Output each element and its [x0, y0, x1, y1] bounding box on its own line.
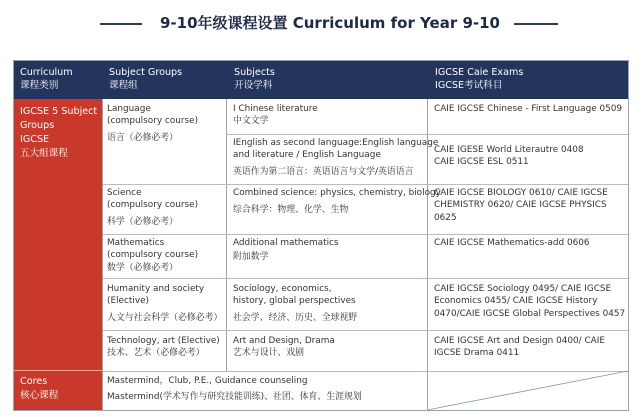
subjects-science-line: Combined science: physics, chemistry, biology [233, 188, 441, 198]
subjects-science [233, 187, 441, 217]
header-curriculum-en: Curriculum [20, 67, 73, 78]
group-humanity-line: (Elective) [107, 296, 149, 307]
exam-science-line: CAIE IGCSE BIOLOGY 0610/ CAIE IGCSE [434, 188, 608, 198]
group-science-line: (compulsory course) [107, 200, 199, 211]
page-title-row [0, 10, 643, 36]
grid-line [103, 184, 628, 185]
group-language-line: Language [107, 104, 151, 114]
table-header [14, 61, 628, 99]
subjects-english-line: and literature / English Language [233, 150, 381, 161]
exam-technology-art [434, 335, 605, 360]
category-cores-line: 核心课程 [20, 390, 59, 401]
category-igcse-line: IGCSE [20, 134, 50, 145]
exam-english-line: CAIE IGCSE ESL 0511 [434, 157, 529, 168]
subjects-technology-art-line: Art and Design, Drama [233, 336, 335, 346]
group-mathematics-line: (compulsory course) [107, 250, 199, 261]
exam-mathematics [434, 237, 590, 249]
subjects-humanity-line: 社会学、经济、历史、全球视野 [233, 312, 358, 323]
header-subject-groups [109, 66, 182, 92]
subjects-chinese-line: I Chinese literature [233, 104, 318, 114]
page-title: 9-10年级课程设置 Curriculum for Year 9-10 [159, 14, 500, 32]
group-technology-art [107, 335, 220, 360]
group-humanity [107, 283, 222, 324]
subjects-humanity-line: Sociology, economics, [233, 284, 332, 294]
exam-science-line: 0625 [434, 212, 457, 223]
subjects-english-line: IEnglish as second language:English language [233, 138, 439, 148]
header-subjects-zh: 开设学科 [234, 80, 273, 91]
exam-humanity [434, 283, 625, 320]
category-igcse-line: 五大组课程 [20, 148, 68, 159]
title-divider-right [514, 23, 558, 25]
group-science-line: 科学（必修必考） [107, 216, 178, 227]
exam-chinese-line: CAIE IGCSE Chinese - First Language 0509 [434, 104, 623, 114]
category-igcse [20, 105, 97, 161]
group-humanity-line: 人文与社会科学（必修必考） [107, 312, 223, 323]
subjects-mathematics-line: 附加数学 [233, 252, 269, 263]
grid-line [226, 134, 628, 135]
exam-science-line: CHEMISTRY 0620/ CAIE IGCSE PHYSICS [434, 200, 607, 211]
group-mathematics-line: 数学（必修必考） [107, 262, 178, 273]
category-igcse-line: Groups [20, 120, 55, 131]
header-subjects-en: Subjects [234, 67, 275, 78]
exam-english [434, 144, 584, 169]
exam-mathematics-line: CAIE IGCSE Mathematics-add 0606 [434, 238, 590, 248]
category-column [14, 99, 103, 410]
group-science-line: Science [107, 188, 142, 198]
category-separator [14, 370, 103, 371]
exam-technology-art-line: CAIE IGCSE Art and Design 0400/ CAIE [434, 336, 605, 346]
exam-chinese [434, 103, 622, 115]
group-mathematics [107, 237, 198, 274]
group-language-line: (compulsory course) [107, 116, 199, 127]
subjects-technology-art-line: 艺术与设计、戏剧 [233, 348, 304, 359]
subjects-mathematics [233, 237, 339, 264]
grid-line [103, 278, 628, 279]
exam-humanity-line: 0470/CAIE IGCSE Global Perspectives 0457 [434, 308, 626, 319]
grid-line [103, 234, 628, 235]
cores-content-line: Mastermind，Club, P.E., Guidance counseling [107, 376, 308, 386]
group-humanity-line: Humanity and society [107, 284, 205, 294]
header-exams-en: IGCSE Caie Exams [435, 67, 524, 78]
cores-content [107, 375, 362, 404]
exam-science [434, 187, 608, 224]
exam-humanity-line: Economics 0455/ CAIE IGCSE History [434, 296, 598, 307]
group-technology-art-line: Technology, art (Elective) [107, 336, 220, 346]
group-mathematics-line: Mathematics [107, 238, 165, 248]
exam-technology-art-line: IGCSE Drama 0411 [434, 348, 520, 359]
empty-cell-diagonal [427, 371, 628, 410]
header-curriculum [20, 66, 73, 92]
header-subject-groups-en: Subject Groups [109, 67, 183, 78]
subjects-science-line: 综合科学：物理、化学、生物 [233, 205, 349, 216]
subjects-english-line: 英语作为第二语言：英语语言与文学/英语语言 [233, 166, 414, 177]
category-igcse-line: IGCSE 5 Subject [20, 106, 98, 117]
category-cores [20, 375, 58, 403]
group-language-line: 语言（必修必考） [107, 132, 178, 143]
subjects-mathematics-line: Additional mathematics [233, 238, 339, 248]
header-curriculum-zh: 课程类别 [20, 80, 59, 91]
cores-content-line: Mastermind(学术写作与研究技能训练)、社团、体育、生涯规划 [107, 392, 362, 403]
curriculum-table [13, 60, 629, 411]
category-cores-line: Cores [20, 376, 48, 387]
subjects-chinese [233, 103, 318, 128]
group-technology-art-line: 技术、艺术（必修必考） [107, 348, 205, 359]
subjects-humanity-line: history, global perspectives [233, 296, 356, 307]
header-subject-groups-zh: 课程组 [109, 80, 138, 91]
grid-line [103, 330, 628, 331]
group-science [107, 187, 198, 228]
header-subjects [234, 66, 275, 92]
exam-humanity-line: CAIE IGCSE Sociology 0495/ CAIE IGCSE [434, 284, 612, 294]
subjects-technology-art [233, 335, 335, 360]
header-exams [435, 66, 523, 92]
exam-english-line: CAIE IGESE World Literautre 0408 [434, 145, 584, 155]
grid-line [102, 99, 103, 410]
title-divider-left [100, 23, 142, 25]
group-language [107, 103, 198, 144]
subjects-humanity [233, 283, 357, 324]
subjects-english [233, 137, 438, 178]
header-exams-zh: IGCSE考试科目 [435, 80, 503, 91]
subjects-chinese-line: 中文文学 [233, 116, 269, 127]
